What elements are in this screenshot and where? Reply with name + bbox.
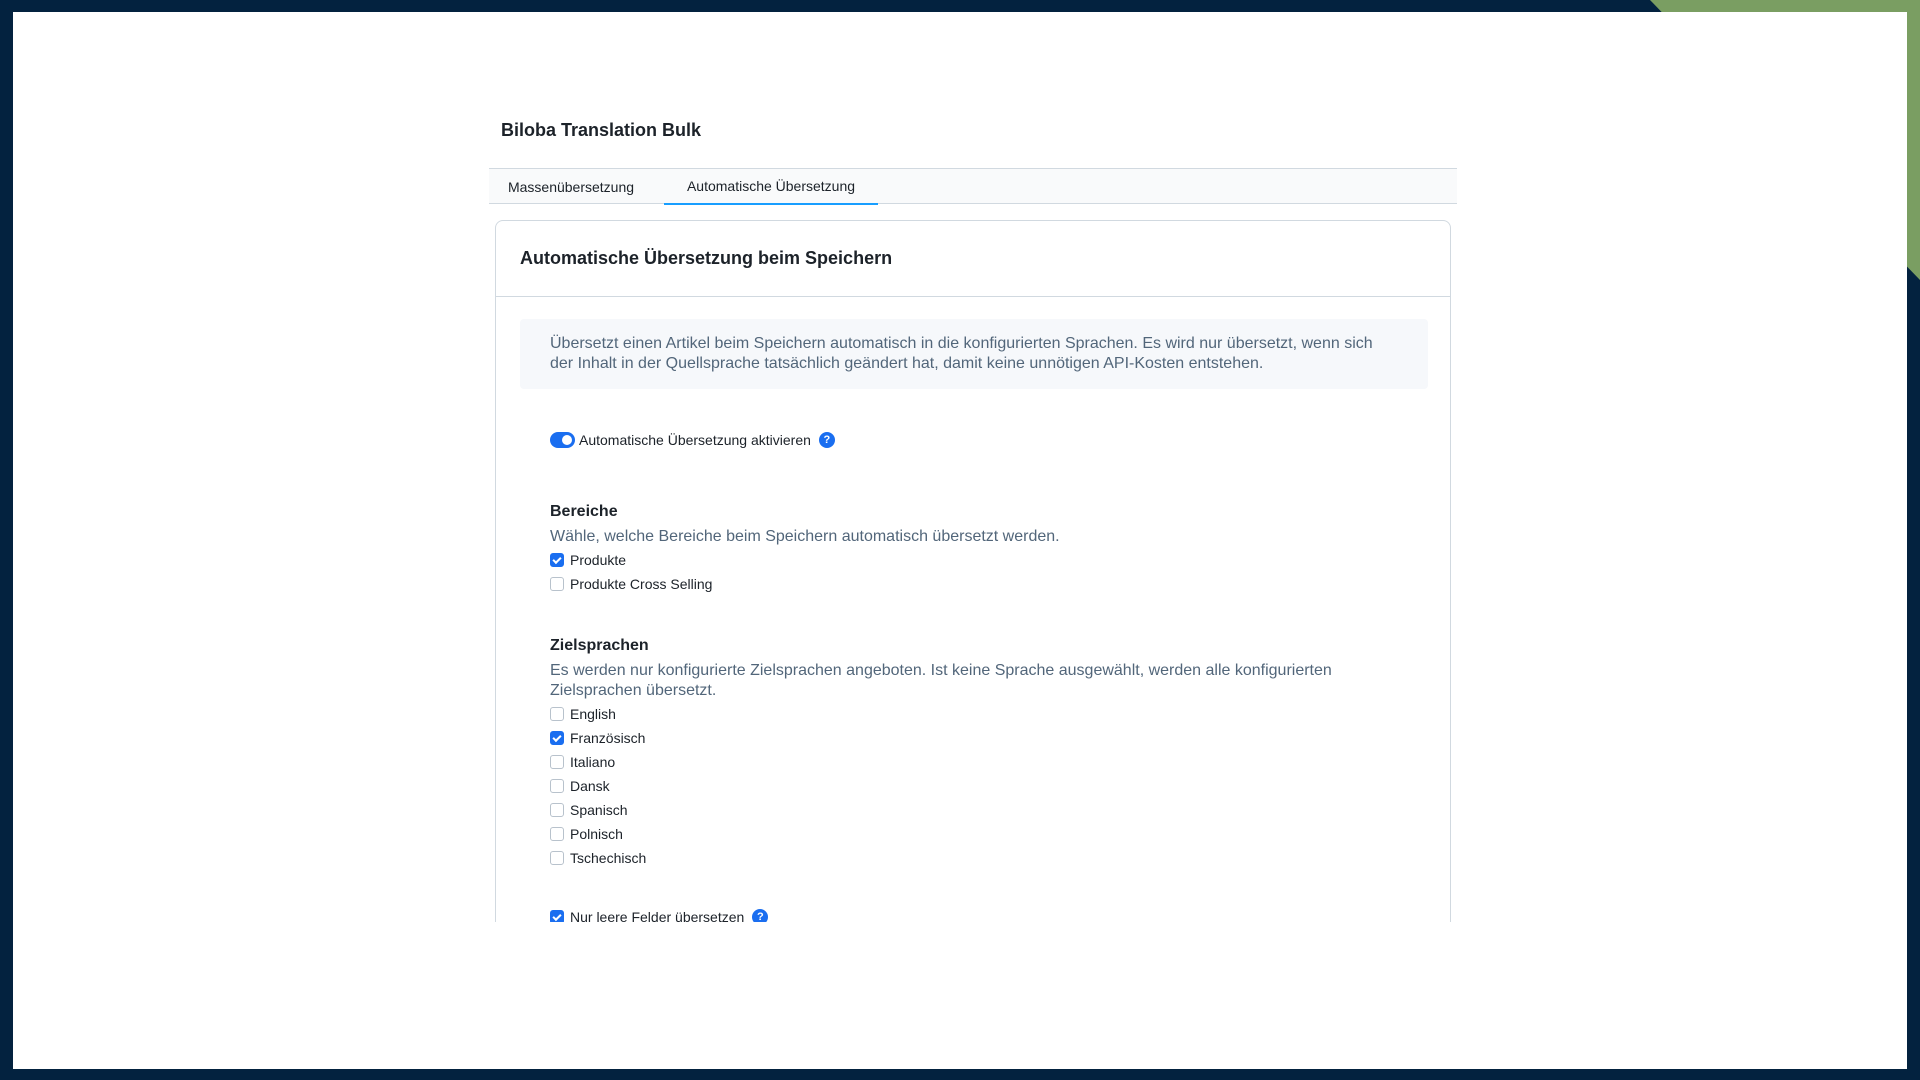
checkbox-label: Produkte — [570, 552, 627, 568]
checkbox-tschechisch[interactable] — [550, 846, 646, 870]
checkbox-label: Nur leere Felder übersetzen — [570, 909, 745, 922]
tab-massenuebersetzung[interactable]: Massenübersetzung — [507, 178, 635, 195]
tab-bar — [489, 168, 1457, 204]
checkbox-label: Italiano — [570, 754, 616, 770]
checkbox-label: English — [570, 706, 616, 722]
screenshot-frame — [13, 12, 1907, 1069]
checkbox-checked-icon[interactable] — [550, 553, 564, 567]
checkbox-spanisch[interactable] — [550, 798, 646, 822]
checkbox-english[interactable] — [550, 702, 646, 726]
areas-description: Wähle, welche Bereiche beim Speichern automatisch übersetzt werden. — [550, 528, 1060, 545]
settings-card — [495, 220, 1451, 922]
checkbox-label: Spanisch — [570, 802, 628, 818]
checkbox-label: Polnisch — [570, 826, 623, 842]
toggle-knob — [562, 435, 572, 445]
languages-checkbox-list — [550, 702, 646, 870]
checkbox-franzoesisch[interactable] — [550, 726, 646, 750]
checkbox-unchecked-icon[interactable] — [550, 707, 564, 721]
tab-automatische-uebersetzung[interactable]: Automatische Übersetzung — [664, 169, 878, 205]
checkbox-produkte-cross-selling[interactable] — [550, 572, 712, 596]
app-panel — [489, 104, 1457, 922]
checkbox-produkte[interactable] — [550, 548, 712, 572]
checkbox-label: Dansk — [570, 778, 610, 794]
card-title: Automatische Übersetzung beim Speichern — [496, 221, 1450, 297]
auto-translate-toggle[interactable] — [550, 432, 575, 448]
checkbox-label: Produkte Cross Selling — [570, 576, 713, 592]
help-icon[interactable]: ? — [752, 909, 768, 922]
auto-translate-toggle-row — [550, 432, 835, 448]
info-box: Übersetzt einen Artikel beim Speichern automatisch in die konfigurierten Sprachen. Es wird nur übersetzt, wenn sich der Inhalt in der Quellsprache tatsächlich geändert hat, damit keine unnötigen API-Kosten entstehen. — [520, 319, 1428, 389]
checkbox-empty-fields-only[interactable] — [550, 909, 768, 922]
checkbox-unchecked-icon[interactable] — [550, 779, 564, 793]
checkbox-checked-icon[interactable] — [550, 910, 564, 922]
auto-translate-toggle-label: Automatische Übersetzung aktivieren — [579, 432, 811, 448]
checkbox-unchecked-icon[interactable] — [550, 755, 564, 769]
checkbox-italiano[interactable] — [550, 750, 646, 774]
app-title: Biloba Translation Bulk — [501, 120, 702, 140]
areas-checkbox-list — [550, 548, 712, 596]
checkbox-polnisch[interactable] — [550, 822, 646, 846]
languages-description: Es werden nur konfigurierte Zielsprachen angeboten. Ist keine Sprache ausgewählt, werden alle konfigurierten Zielsprachen übersetzt. — [550, 662, 1332, 699]
checkbox-unchecked-icon[interactable] — [550, 577, 564, 591]
help-icon[interactable]: ? — [819, 432, 835, 448]
checkbox-label: Französisch — [570, 730, 646, 746]
checkbox-unchecked-icon[interactable] — [550, 803, 564, 817]
languages-title: Zielsprachen — [550, 637, 649, 654]
checkbox-dansk[interactable] — [550, 774, 646, 798]
checkbox-checked-icon[interactable] — [550, 731, 564, 745]
checkbox-unchecked-icon[interactable] — [550, 827, 564, 841]
areas-title: Bereiche — [550, 503, 618, 520]
checkbox-unchecked-icon[interactable] — [550, 851, 564, 865]
checkbox-label: Tschechisch — [570, 850, 647, 866]
